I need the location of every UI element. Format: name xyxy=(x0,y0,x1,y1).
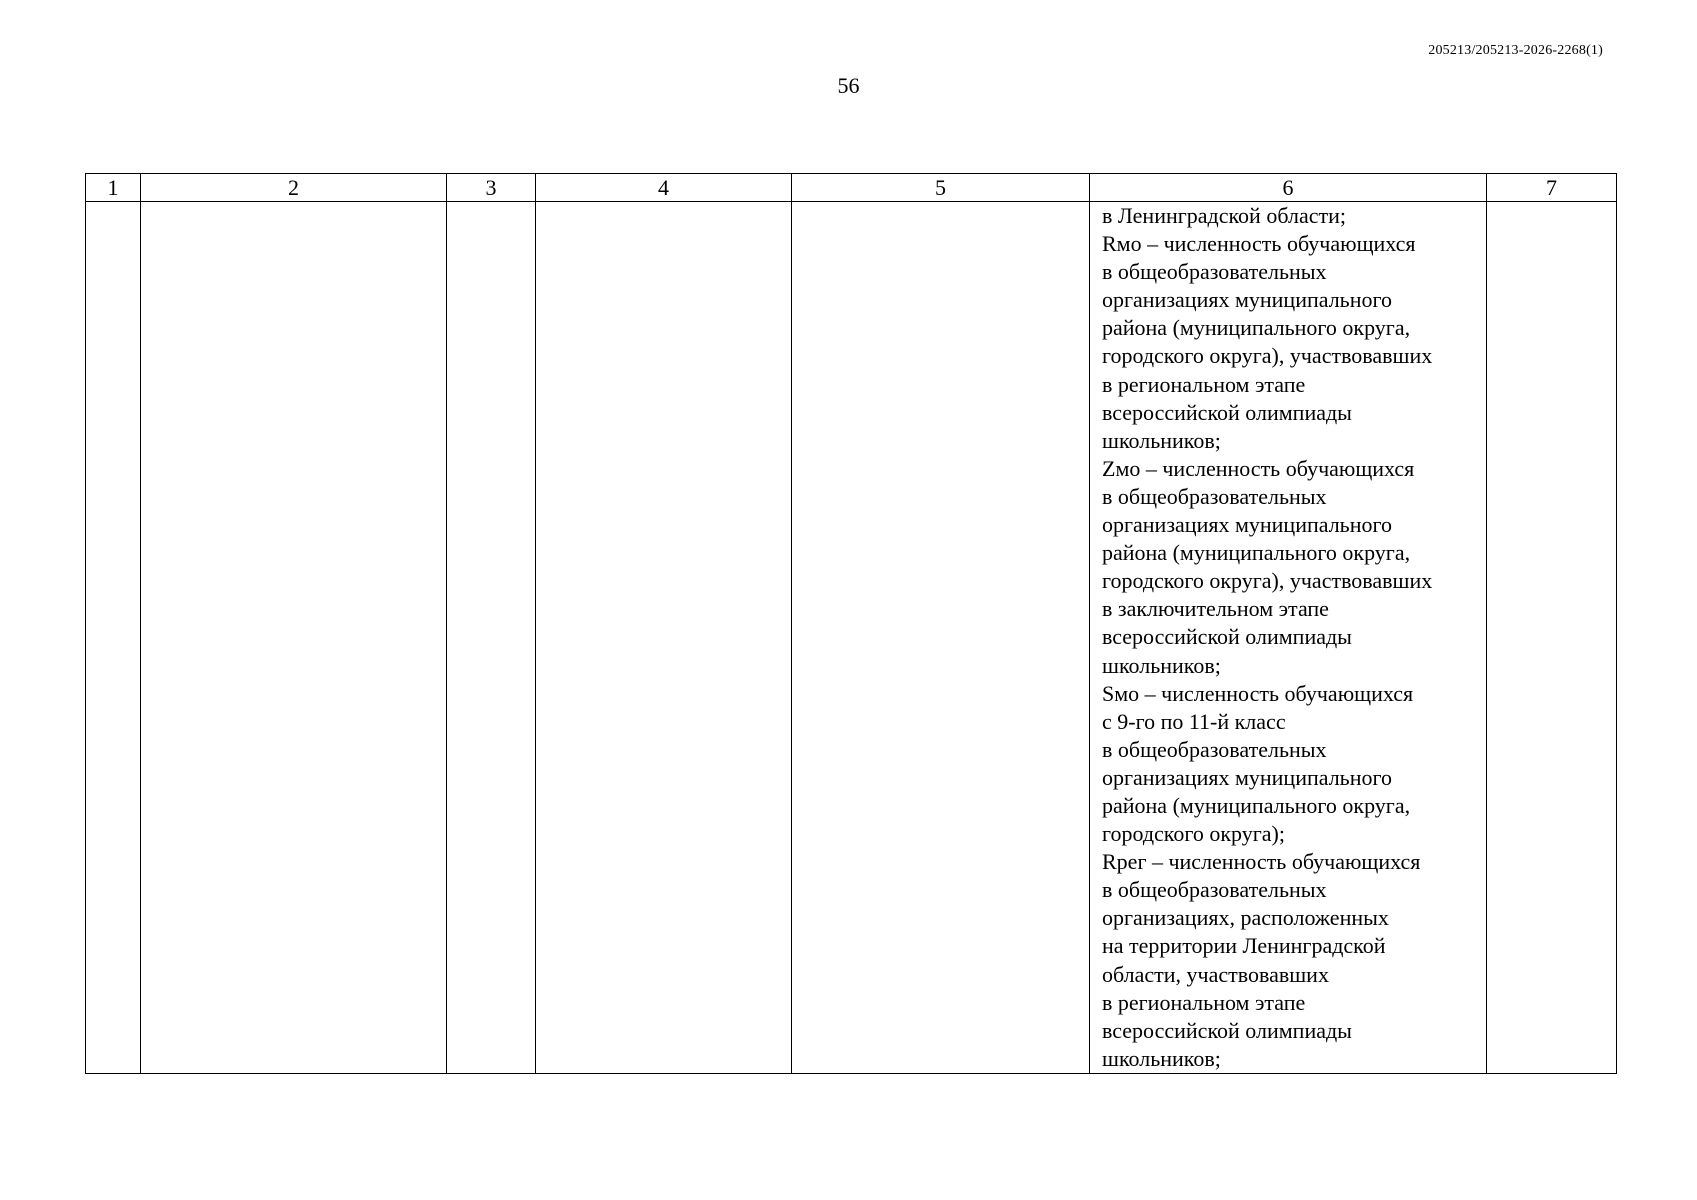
text-line: района (муниципального округа, xyxy=(1102,792,1411,818)
cell-col-4 xyxy=(536,202,792,1074)
text-line: организациях муниципального xyxy=(1102,287,1392,313)
text-line: в общеобразовательных xyxy=(1102,483,1327,509)
text-line: на территории Ленинградской xyxy=(1102,933,1386,959)
text-line: области, участвовавших xyxy=(1102,961,1329,987)
text-line: с 9-го по 11-й класс xyxy=(1102,708,1286,734)
text-line: городского округа); xyxy=(1102,821,1285,847)
text-line: всероссийской олимпиады xyxy=(1102,1017,1352,1043)
text-line: в заключительном этапе xyxy=(1102,596,1329,622)
cell-col-3 xyxy=(447,202,536,1074)
column-header-4: 4 xyxy=(536,174,792,202)
text-line: в региональном этапе xyxy=(1102,989,1306,1015)
text-line: Zмо – численность обучающихся xyxy=(1102,455,1415,481)
text-line: всероссийской олимпиады xyxy=(1102,399,1352,425)
text-line: Sмо – численность обучающихся xyxy=(1102,680,1414,706)
text-line: в общеобразовательных xyxy=(1102,877,1327,903)
text-line: организациях муниципального xyxy=(1102,512,1392,538)
table-row xyxy=(86,202,1617,1074)
text-line: школьников; xyxy=(1102,652,1221,678)
text-line: Rмо – численность обучающихся xyxy=(1102,231,1416,257)
column-header-1: 1 xyxy=(86,174,141,202)
cell-col-5 xyxy=(792,202,1090,1074)
text-line: организациях, расположенных xyxy=(1102,905,1389,931)
column-header-5: 5 xyxy=(792,174,1090,202)
text-line: в региональном этапе xyxy=(1102,371,1306,397)
cell-col-6 xyxy=(1090,202,1487,1074)
text-line: в Ленинградской области; xyxy=(1102,203,1346,228)
column-header-2: 2 xyxy=(141,174,447,202)
table-header-row xyxy=(86,174,1617,202)
cell-col-1 xyxy=(86,202,141,1074)
column-header-6: 6 xyxy=(1090,174,1487,202)
cell-col-7 xyxy=(1487,202,1617,1074)
text-line: школьников; xyxy=(1102,1045,1221,1071)
text-line: организациях муниципального xyxy=(1102,764,1392,790)
text-line: в общеобразовательных xyxy=(1102,736,1327,762)
document-id: 205213/205213-2026-2268(1) xyxy=(1428,43,1603,58)
text-line: в общеобразовательных xyxy=(1102,259,1327,285)
text-line: всероссийской олимпиады xyxy=(1102,624,1352,650)
text-line: школьников; xyxy=(1102,427,1221,453)
text-line: района (муниципального округа, xyxy=(1102,315,1411,341)
column-header-3: 3 xyxy=(447,174,536,202)
data-table xyxy=(85,173,1617,1074)
page-number: 56 xyxy=(837,73,860,98)
cell-col-2 xyxy=(141,202,447,1074)
cell-text-lines xyxy=(1102,202,1480,1073)
text-line: городского округа), участвовавших xyxy=(1102,568,1433,594)
text-line: городского округа), участвовавших xyxy=(1102,343,1433,369)
text-line: района (муниципального округа, xyxy=(1102,540,1411,566)
column-header-7: 7 xyxy=(1487,174,1617,202)
text-line: Rрег – численность обучающихся xyxy=(1102,849,1421,875)
